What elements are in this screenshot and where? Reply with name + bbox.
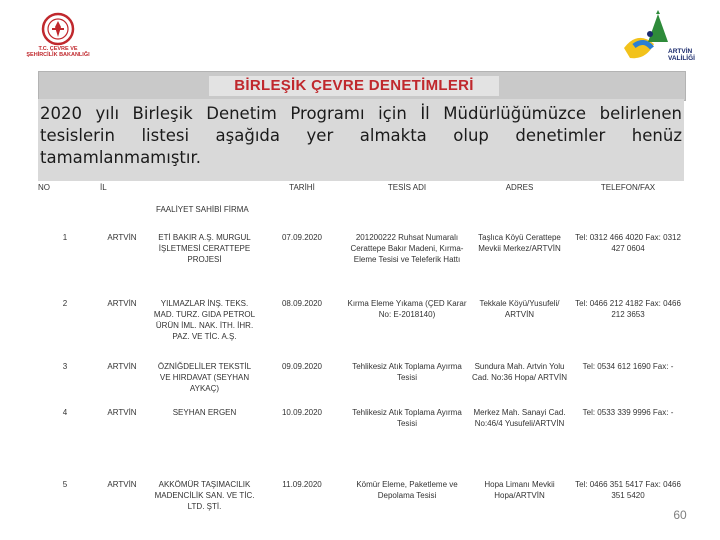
table-row xyxy=(38,232,684,298)
cell-firma: AKKÖMÜR TAŞIMACILIK MADENCİLİK SAN. VE TİC. LTD. ŞTİ. xyxy=(154,480,255,511)
table-row xyxy=(38,407,684,479)
table-row xyxy=(38,479,684,527)
header-no: NO xyxy=(38,183,50,192)
cell-no: 4 xyxy=(62,408,68,417)
cell-tarih: 11.09.2020 xyxy=(282,480,322,489)
cell-tesis: Kırma Eleme Yıkama (ÇED Karar No: E-2018140) xyxy=(347,299,467,319)
cell-tarih: 08.09.2020 xyxy=(281,299,323,308)
header-telefon: TELEFON/FAX xyxy=(600,183,656,192)
header-blank xyxy=(152,182,257,204)
header-adres: ADRES xyxy=(505,183,534,192)
cell-telefon: Tel: 0312 466 4020 Fax: 0312 427 0604 xyxy=(575,233,681,253)
page-number: 60 xyxy=(673,508,687,522)
cell-firma: SEYHAN ERGEN xyxy=(172,408,237,417)
cell-tesis: Kömür Eleme, Paketleme ve Depolama Tesisi xyxy=(356,480,458,500)
cell-il: ARTVİN xyxy=(107,299,137,308)
cell-firma: YILMAZLAR İNŞ. TEKS. MAD. TURZ. GIDA PETROL ÜRÜN İML. NAK. İTH. İHR. PAZ. VE TİC. A.Ş. xyxy=(153,299,256,341)
table-subheader-row xyxy=(38,204,684,232)
cell-no: 2 xyxy=(62,299,68,308)
cell-il: ARTVİN xyxy=(107,480,137,489)
cell-il: ARTVİN xyxy=(107,408,137,417)
cell-adres: Sundura Mah. Artvin Yolu Cad. No:36 Hopa/ ARTVİN xyxy=(471,362,567,382)
cell-firma: ETİ BAKIR A.Ş. MURGUL İŞLETMESİ CERATTEPE PROJESİ xyxy=(158,233,251,264)
ministry-name-line1: T.C. ÇEVRE VE xyxy=(38,46,78,52)
cell-firma: ÖZNİĞDELİLER TEKSTİL VE HIRDAVAT (SEYHAN AYKAÇ) xyxy=(157,362,252,393)
cell-no: 1 xyxy=(62,233,68,242)
cell-il: ARTVİN xyxy=(107,362,137,371)
cell-tarih: 09.09.2020 xyxy=(281,362,323,371)
governorship-name-line2: VALİLİĞİ xyxy=(668,55,695,62)
header-il: İL xyxy=(100,183,107,192)
artvin-emblem-icon xyxy=(620,8,712,64)
cell-telefon: Tel: 0534 612 1690 Fax: - xyxy=(582,362,674,371)
cell-tarih: 07.09.2020 xyxy=(281,233,323,242)
cell-adres: Taşlıca Köyü Cerattepe Mevkii Merkez/ARTVİN xyxy=(478,233,561,253)
header-firma: FAALİYET SAHİBİ FİRMA xyxy=(156,205,249,214)
intro-text: 2020 yılı Birleşik Denetim Programı için İl Müdürlüğümüzce belirlenen tesislerin listesi aşağıda yer almakta olup denetimler henüz tamamlanmamıştır. xyxy=(40,104,682,167)
cell-tesis: Tehlikesiz Atık Toplama Ayırma Tesisi xyxy=(352,408,462,428)
page-title: BİRLEŞİK ÇEVRE DENETİMLERİ xyxy=(209,76,499,96)
ministry-logo xyxy=(18,12,98,68)
table-row xyxy=(38,361,684,407)
header-tarih: TARİHİ xyxy=(289,183,315,192)
cell-adres: Tekkale Köyü/Yusufeli/ ARTVİN xyxy=(479,299,560,319)
table-header-row xyxy=(38,182,684,204)
facility-table xyxy=(38,182,684,527)
cell-telefon: Tel: 0466 351 5417 Fax: 0466 351 5420 xyxy=(575,480,681,500)
ministry-emblem-icon xyxy=(41,12,75,46)
cell-tesis: 201200222 Ruhsat Numaralı Cerattepe Bakır Madeni, Kırma-Eleme Tesisi ve Teleferik Hattı xyxy=(350,233,464,264)
cell-telefon: Tel: 0533 339 9996 Fax: - xyxy=(582,408,674,417)
cell-no: 5 xyxy=(62,480,68,489)
title-bar xyxy=(38,71,686,101)
cell-adres: Merkez Mah. Sanayi Cad. No:46/4 Yusufeli/ARTVİN xyxy=(473,408,566,428)
cell-il: ARTVİN xyxy=(107,233,137,242)
cell-telefon: Tel: 0466 212 4182 Fax: 0466 212 3653 xyxy=(575,299,681,319)
cell-no: 3 xyxy=(62,362,68,371)
table-row xyxy=(38,298,684,361)
intro-panel xyxy=(38,99,684,181)
ministry-name-line2: ŞEHİRCİLİK BAKANLIĞI xyxy=(26,52,90,58)
cell-adres: Hopa Limanı Mevkii Hopa/ARTVİN xyxy=(484,480,555,500)
cell-tesis: Tehlikesiz Atık Toplama Ayırma Tesisi xyxy=(352,362,462,382)
governorship-logo xyxy=(620,8,712,64)
governorship-name-line1: ARTVİN xyxy=(668,48,693,55)
cell-tarih: 10.09.2020 xyxy=(281,408,323,417)
header-tesis: TESİS ADI xyxy=(387,183,427,192)
